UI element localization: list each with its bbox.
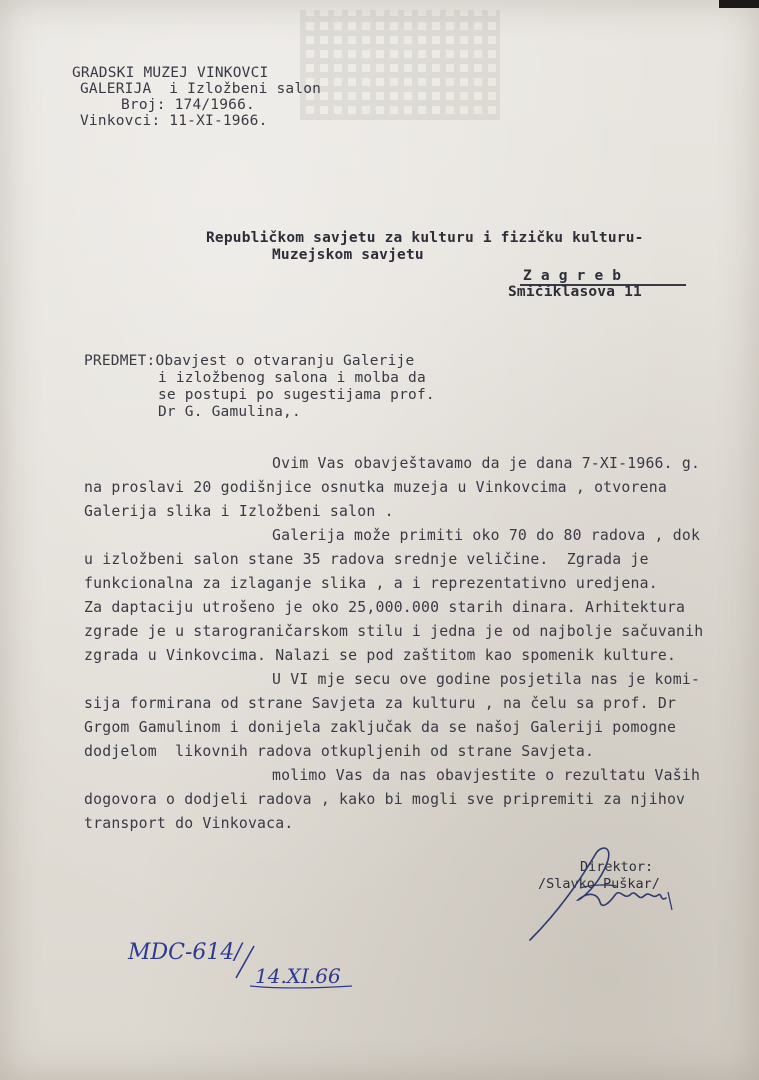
body-line: na proslavi 20 godišnjice osnutka muzeja u Vinkovcima , otvorena xyxy=(84,479,667,496)
subject-line-4: Dr G. Gamulina,. xyxy=(158,404,301,420)
letterhead-number: Broj: 174/1966. xyxy=(121,97,255,113)
body-line: dodjelom likovnih radova otkupljenih od strane Savjeta. xyxy=(84,743,595,760)
letterhead-museum: GRADSKI MUZEJ VINKOVCI xyxy=(72,65,269,81)
body-line: Za daptaciju utrošeno je oko 25,000.000 starih dinara. Arhitektura xyxy=(84,599,686,616)
recipient-street: Smičiklasova 11 xyxy=(508,284,642,300)
body-line: Ovim Vas obavještavamo da je dana 7-XI-1966. g. xyxy=(272,455,701,472)
body-line: sija formirana od strane Savjeta za kulturu , na čelu sa prof. Dr xyxy=(84,695,677,712)
letterhead-gallery: GALERIJA i Izložbeni salon xyxy=(80,81,322,97)
body-line: transport do Vinkovaca. xyxy=(84,815,294,832)
paper-texture xyxy=(300,10,500,120)
body-line: zgrade je u starograničarskom stilu i jedna je od najbolje sačuvanih xyxy=(84,623,704,640)
body-line: Galerija slika i Izložbeni salon . xyxy=(84,503,394,520)
letterhead-date: Vinkovci: 11-XI-1966. xyxy=(80,113,268,129)
subject-line-3: se postupi po sugestijama prof. xyxy=(158,387,435,403)
body-line: Galerija može primiti oko 70 do 80 radova , dok xyxy=(272,527,701,544)
subject-line-2: i izložbenog salona i molba da xyxy=(158,370,426,386)
page-corner xyxy=(719,0,759,8)
body-line: molimo Vas da nas obavjestite o rezultatu Vaših xyxy=(272,767,701,784)
body-line: Grgom Gamulinom i donijela zaključak da se našoj Galeriji pomogne xyxy=(84,719,677,736)
handwritten-signature xyxy=(520,840,700,950)
signature-title: Direktor: xyxy=(580,859,654,875)
body-line: funkcionalna za izlaganje slika , a i reprezentativno uredjena. xyxy=(84,575,658,592)
body-line: U VI mje secu ove godine posjetila nas je komi- xyxy=(272,671,701,688)
body-line: zgrada u Vinkovcima. Nalazi se pod zaštitom kao spomenik kulture. xyxy=(84,647,677,664)
body-line: u izložbeni salon stane 35 radova srednje veličine. Zgrada je xyxy=(84,551,649,568)
subject-line-1: PREDMET:Obavjest o otvaranju Galerije xyxy=(84,353,415,369)
recipient-city: Z a g r e b xyxy=(523,268,622,284)
recipient-line-2: Muzejskom savjetu xyxy=(272,247,424,263)
handwritten-registry-code: MDC-614/ xyxy=(128,940,242,965)
signature-name: /Slavko Puškar/ xyxy=(538,876,660,892)
handwritten-registry-date: 14.XI.66 xyxy=(255,964,341,988)
recipient-line-1: Republičkom savjetu za kulturu i fizičku kulturu- xyxy=(206,230,644,246)
body-line: dogovora o dodjeli radova , kako bi mogli sve pripremiti za njihov xyxy=(84,791,686,808)
